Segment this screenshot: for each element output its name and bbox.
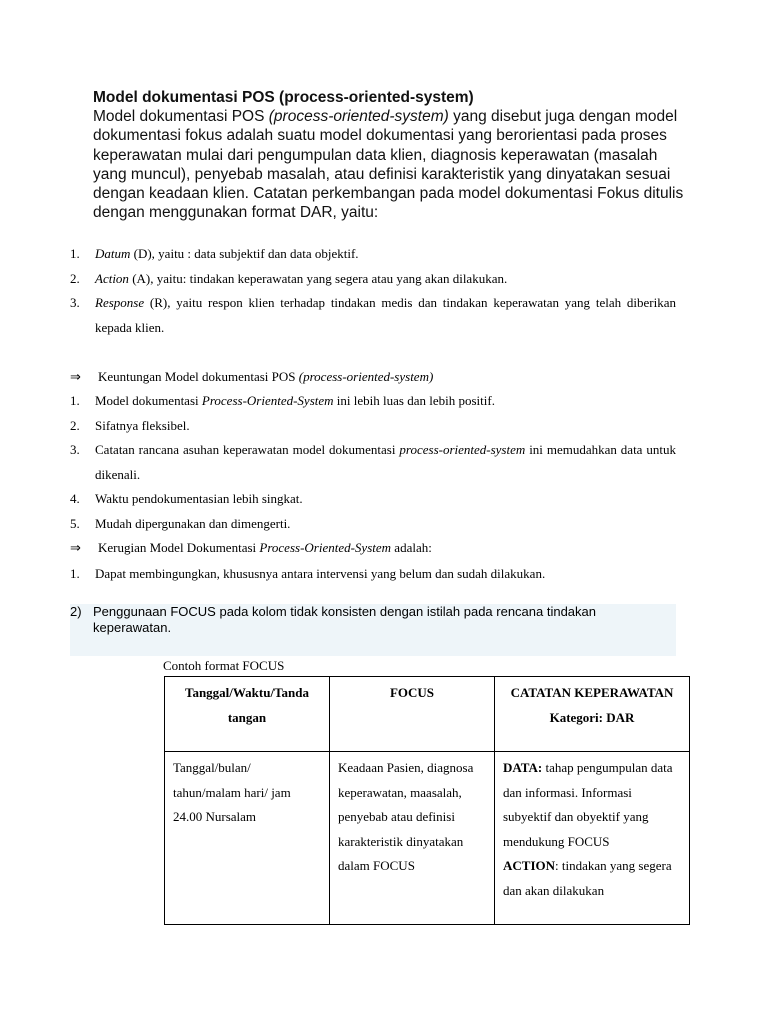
list-item: 4. Waktu pendokumentasian lebih singkat. xyxy=(70,491,303,506)
intro-italic: (process-oriented-system) xyxy=(268,108,449,126)
cell-catatan: DATA: tahap pengumpulan data dan informasi. Informasi subyektif dan obyektif yang mendukung FOCUS ACTION: tindakan yang segera dan akan dilakukan xyxy=(495,752,690,925)
dar-term: Datum xyxy=(95,246,131,261)
keuntungan-list xyxy=(70,389,676,536)
list-item: 1. Model dokumentasi Process-Oriented-System ini lebih luas dan lebih positif. xyxy=(70,393,495,408)
kerugian-heading: ⇒ Kerugian Model Dokumentasi Process-Oriented-System adalah: xyxy=(70,536,432,561)
table-caption: Contoh format FOCUS xyxy=(163,658,285,673)
intro-text: Model dokumentasi POS xyxy=(93,108,269,126)
intro-section xyxy=(93,88,693,222)
header-focus: FOCUS xyxy=(330,677,495,752)
section-title: Model dokumentasi POS (process-oriented-system) xyxy=(93,89,474,106)
list-item: 2. Action (A), yaitu: tindakan keperawatan yang segera atau yang akan dilakukan. xyxy=(70,270,508,286)
point-2: 2) Penggunaan FOCUS pada kolom tidak konsisten dengan istilah pada rencana tindakan keperawatan. xyxy=(70,604,597,635)
kerugian-list xyxy=(70,562,676,587)
dar-list xyxy=(70,242,676,340)
list-item: 1. Dapat membingungkan, khususnya antara intervensi yang belum dan sudah dilakukan. xyxy=(70,566,546,581)
keuntungan-heading: ⇒ Keuntungan Model dokumentasi POS (process-oriented-system) xyxy=(70,365,433,390)
header-tanggal: Tanggal/Waktu/Tanda tangan xyxy=(165,677,330,752)
list-item: 5. Mudah dipergunakan dan dimengerti. xyxy=(70,515,291,531)
list-item: 2. Sifatnya fleksibel. xyxy=(70,417,190,433)
table-row xyxy=(165,752,690,925)
double-arrow-icon: ⇒ xyxy=(70,369,81,384)
dar-term: Response xyxy=(95,295,145,310)
cell-focus: Keadaan Pasien, diagnosa keperawatan, maasalah, penyebab atau definisi karakteristik dinyatakan dalam FOCUS xyxy=(330,752,495,925)
list-item: 3. Catatan rancana asuhan keperawatan model dokumentasi process-oriented-system ini memudahkan data untuk dikenali. xyxy=(70,442,676,482)
header-catatan: CATATAN KEPERAWATAN Kategori: DAR xyxy=(495,677,690,752)
double-arrow-icon: ⇒ xyxy=(70,540,81,555)
table-header-row xyxy=(165,677,690,752)
intro-text-rest: yang disebut juga dengan model dokumentasi fokus adalah suatu model dokumentasi yang berorientasi pada proses keperawatan mulai dari pengumpulan data klien, diagnosis keperawatan (masalah yang muncul), penyebab masalah, atau definisi karakteristik yang dinyatakan sesuai dengan keadaan klien. Catatan perkembangan pada model dokumentasi Fokus ditulis dengan menggunakan format DAR, yaitu: xyxy=(93,108,684,222)
focus-format-table xyxy=(164,676,690,925)
list-item: 3. Response (R), yaitu respon klien terhadap tindakan medis dan tindakan keperawatan yang telah diberikan kepada klien. xyxy=(70,295,676,335)
intro-paragraph xyxy=(93,107,693,222)
cell-tanggal: Tanggal/bulan/ tahun/malam hari/ jam 24.00 Nursalam xyxy=(165,752,330,925)
dar-term: Action xyxy=(95,270,129,286)
list-item: 1. Datum (D), yaitu : data subjektif dan data objektif. xyxy=(70,246,359,261)
